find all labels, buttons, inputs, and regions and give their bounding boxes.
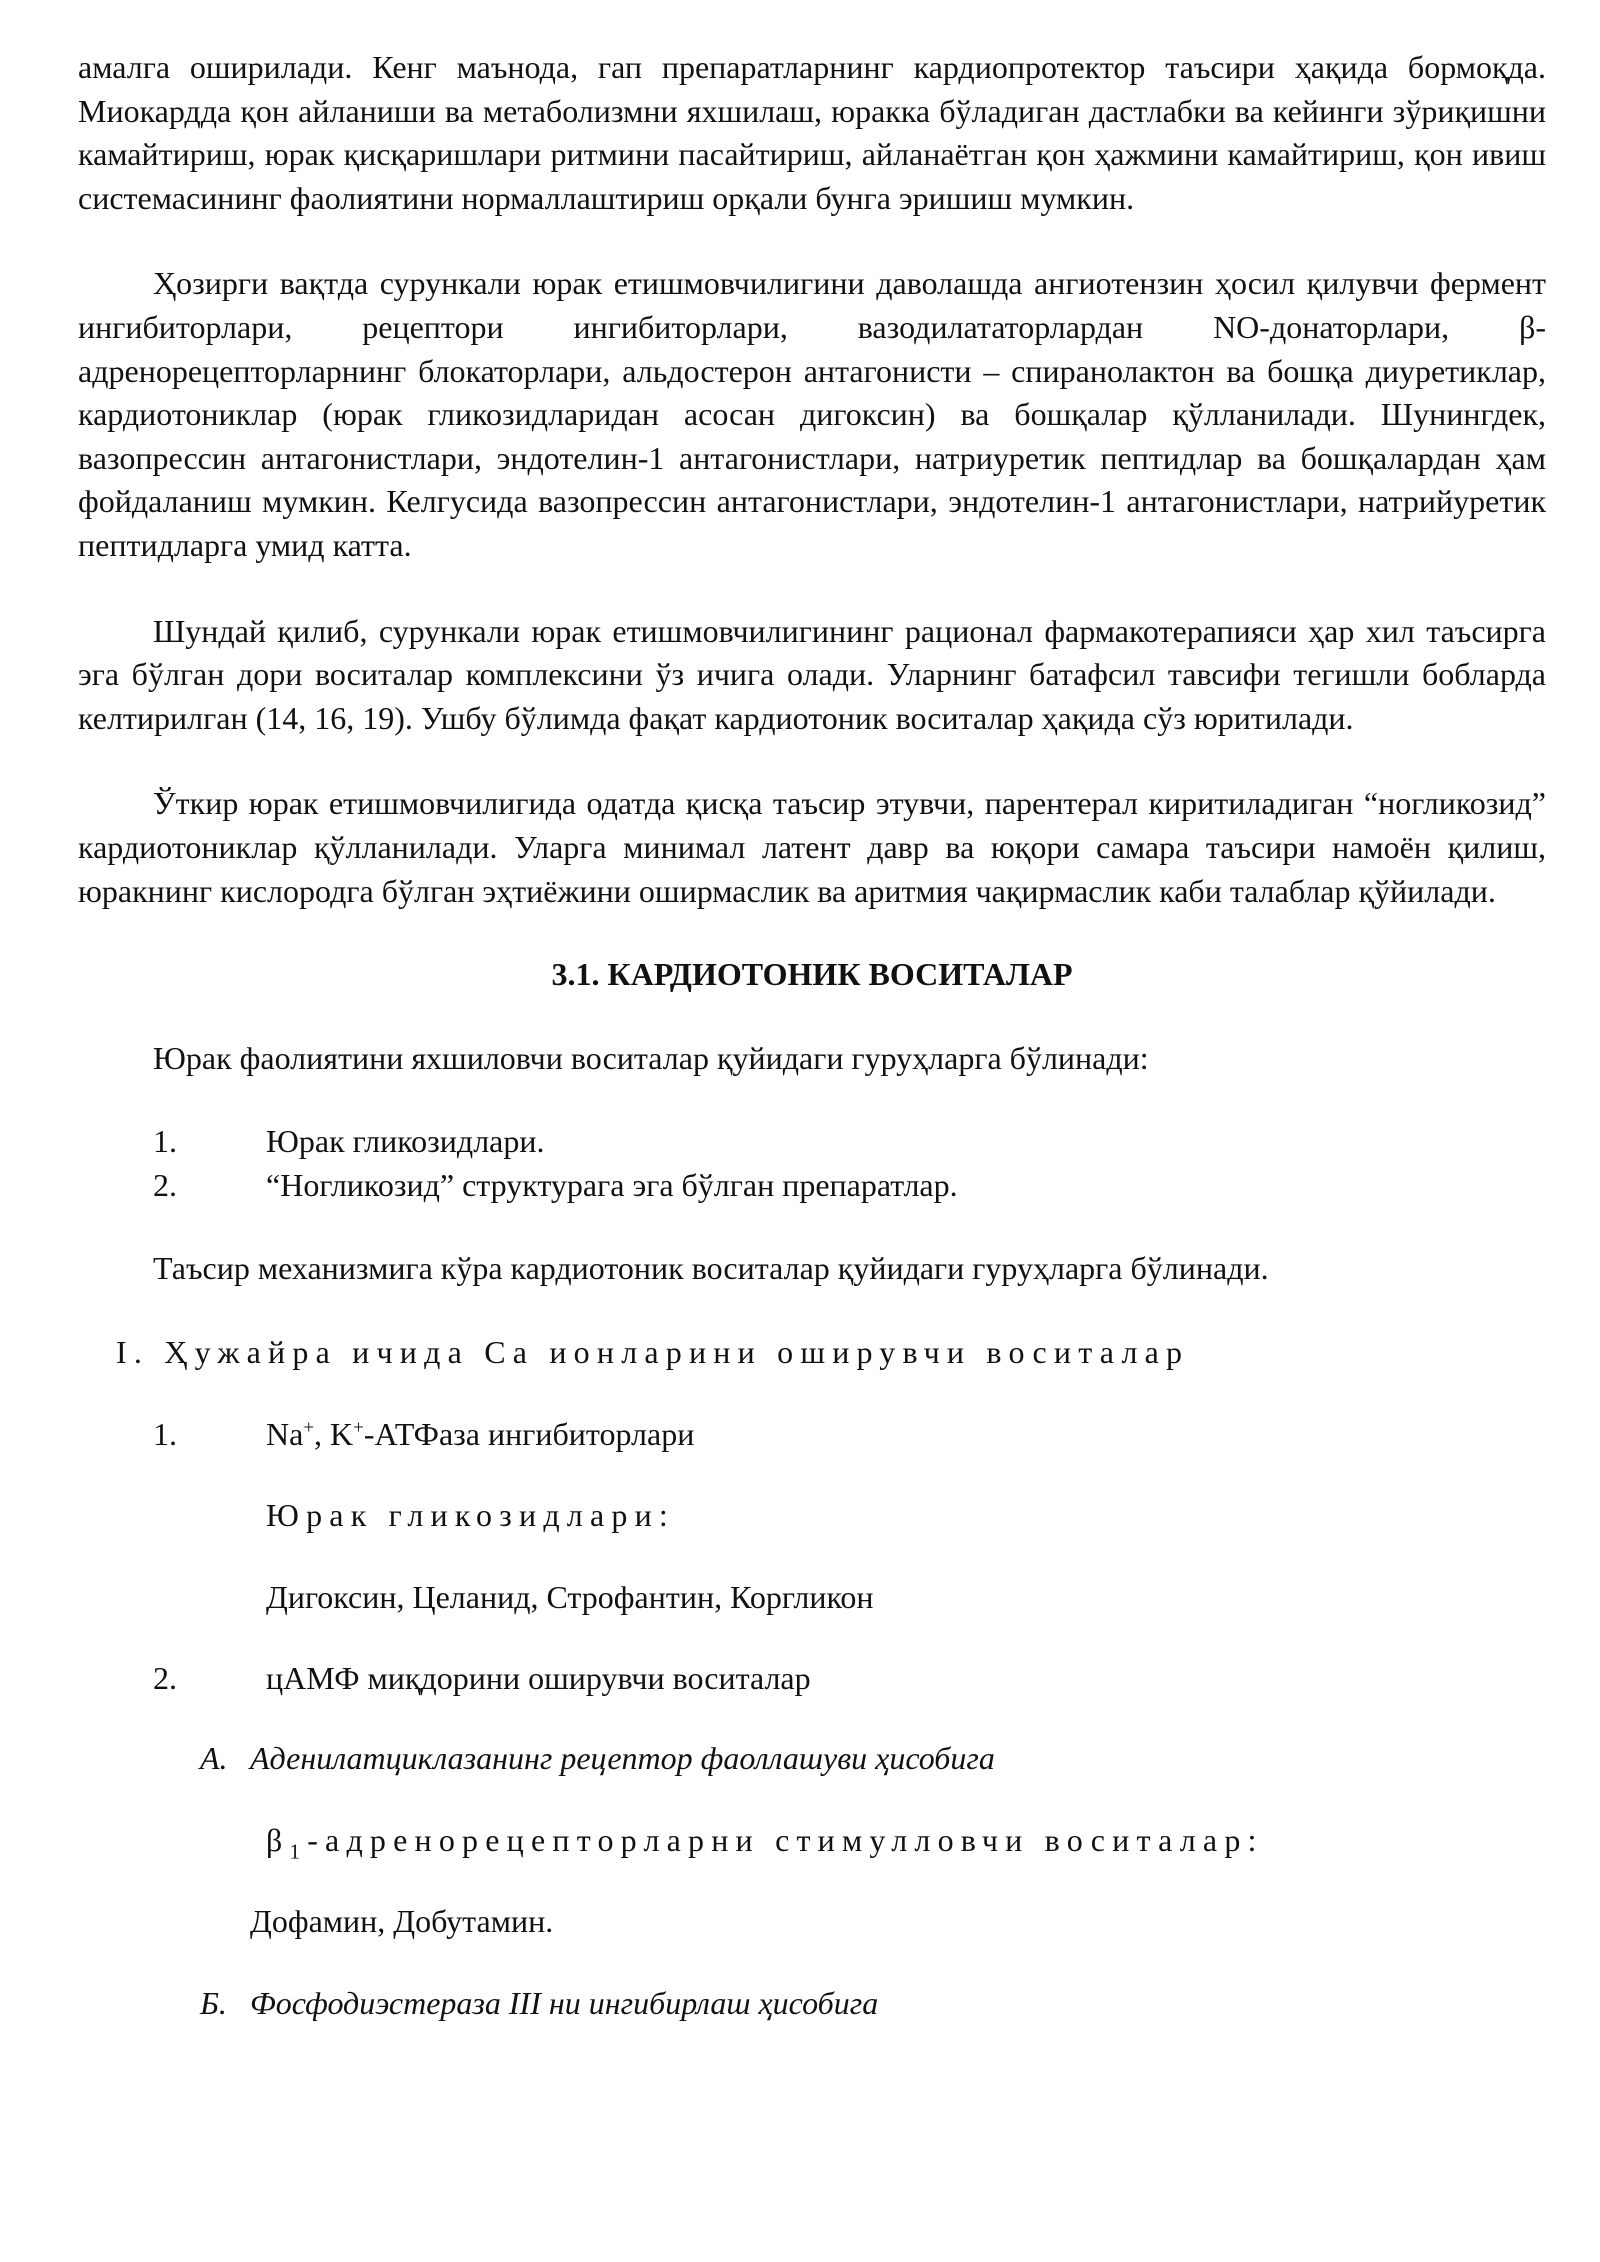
paragraph-cardioprotective: амалга оширилади. Кенг маънода, гап препаратларнинг кардиопротектор таъсири ҳақида бормоқда. Миокардда қон айланиши ва метаболизмни яхшилаш, юракка бўладиган дастлабки ва кейинги зўриқишни камайтириш, юрак қисқаришлари ритмини пасайтириш, айланаётган қон ҳажмини камайтириш, қон ивиш системасининг фаолиятини нормаллаштириш орқали бунга эришиш мумкин.: [78, 49, 1546, 216]
subheading-cardiac-glycosides: Юрак гликозидлари:: [266, 1497, 675, 1534]
paragraph-rational-pharmacotherapy: Шундай қилиб, сурункали юрак етишмовчилигининг рационал фармакотерапияси ҳар хил таъсирга эга бўлган дори воситалар комплексини ўз ичига олади. Уларнинг батафсил тавсифи тегишли бобларда келтирилган (14, 16, 19). Ушбу бўлимда фақат кардиотоник воситалар ҳақида сўз юритилади.: [78, 612, 1546, 736]
drug-list-glycosides: Дигоксин, Целанид, Строфантин, Коргликон: [266, 1578, 874, 1615]
groups-list: [78, 1120, 1546, 1207]
list-text: цАМФ миқдорини оширувчи воситалар: [266, 1660, 811, 1697]
list-number: 2.: [153, 1660, 177, 1697]
list-item: [78, 1413, 1546, 1457]
subsection-a: [78, 1737, 1546, 1781]
drug-list-beta-agonists: Дофамин, Добутамин.: [250, 1903, 554, 1940]
paragraph-acute-heart-failure: Ўткир юрак етишмовчилигида одатда қисқа таъсир этувчи, парентерал киритиладиган “ногликозид” кардиотониклар қўлланилади. Уларга минимал латент давр ва юқори самара таъсири намоён қилиш, юракнинг кислородга бўлган эҳтиёжини оширмаслик ва аритмия чақирмаслик каби талаблар қўйилади.: [78, 785, 1546, 909]
list-item: [78, 1657, 1546, 1701]
document-page: [78, 46, 1546, 2025]
list-number: 1.: [153, 1123, 177, 1160]
subsection-label: Б.: [200, 1984, 227, 2021]
subsection-text: Аденилатциклазанинг рецептор фаоллашуви ҳисобига: [250, 1740, 995, 1777]
subsection-text: Фосфодиэстераза III ни ингибирлаш ҳисобига: [250, 1984, 879, 2021]
subsection-label: А.: [200, 1740, 228, 1777]
section-heading: 3.1. КАРДИОТОНИК ВОСИТАЛАР: [551, 956, 1073, 993]
list-text: Na+, K+-АТФаза ингибиторлари: [266, 1415, 695, 1452]
list-text: Юрак гликозидлари.: [266, 1123, 545, 1160]
class-heading: I. Ҳужайра ичида Са ионларини оширувчи воситалар: [116, 1334, 1190, 1371]
list-number: 1.: [153, 1415, 177, 1452]
list-item: [78, 1120, 1546, 1164]
groups-intro: Юрак фаолиятини яхшиловчи воситалар қуйидаги гуруҳларга бўлинади:: [153, 1039, 1149, 1076]
mechanism-intro: Таъсир механизмига кўра кардиотоник воситалар қуйидаги гуруҳларга бўлинади.: [153, 1250, 1269, 1287]
list-item: [78, 1164, 1546, 1208]
subsection-b: [78, 1982, 1546, 2026]
subheading-beta1-stimulants: $\beta_1$-адренорецепторларни стимулловчи воситалар:: [266, 1821, 1264, 1864]
paragraph-chronic-heart-failure-therapy: Ҳозирги вақтда сурункали юрак етишмовчилигини даволашда ангиотензин ҳосил қилувчи фермент ингибиторлари, рецептори ингибиторлари, вазодилататорлардан NO-донаторлари, β-адренорецепторларнинг блокаторлари, альдостерон антагонисти – спиранолактон ва бошқа диуретиклар, кардиотониклар (юрак гликозидларидан асосан дигоксин) ва бошқалар қўлланилади. Шунингдек, вазопрессин антагонистлари, эндотелин-1 антагонистлари, натриуретик пептидлар ва бошқалардан ҳам фойдаланиш мумкин. Келгусида вазопрессин антагонистлари, эндотелин-1 антагонистлари, натрийуретик пептидларга умид катта.: [78, 265, 1546, 563]
list-text: “Ногликозид” структурага эга бўлган препаратлар.: [266, 1166, 958, 1203]
list-number: 2.: [153, 1166, 177, 1203]
